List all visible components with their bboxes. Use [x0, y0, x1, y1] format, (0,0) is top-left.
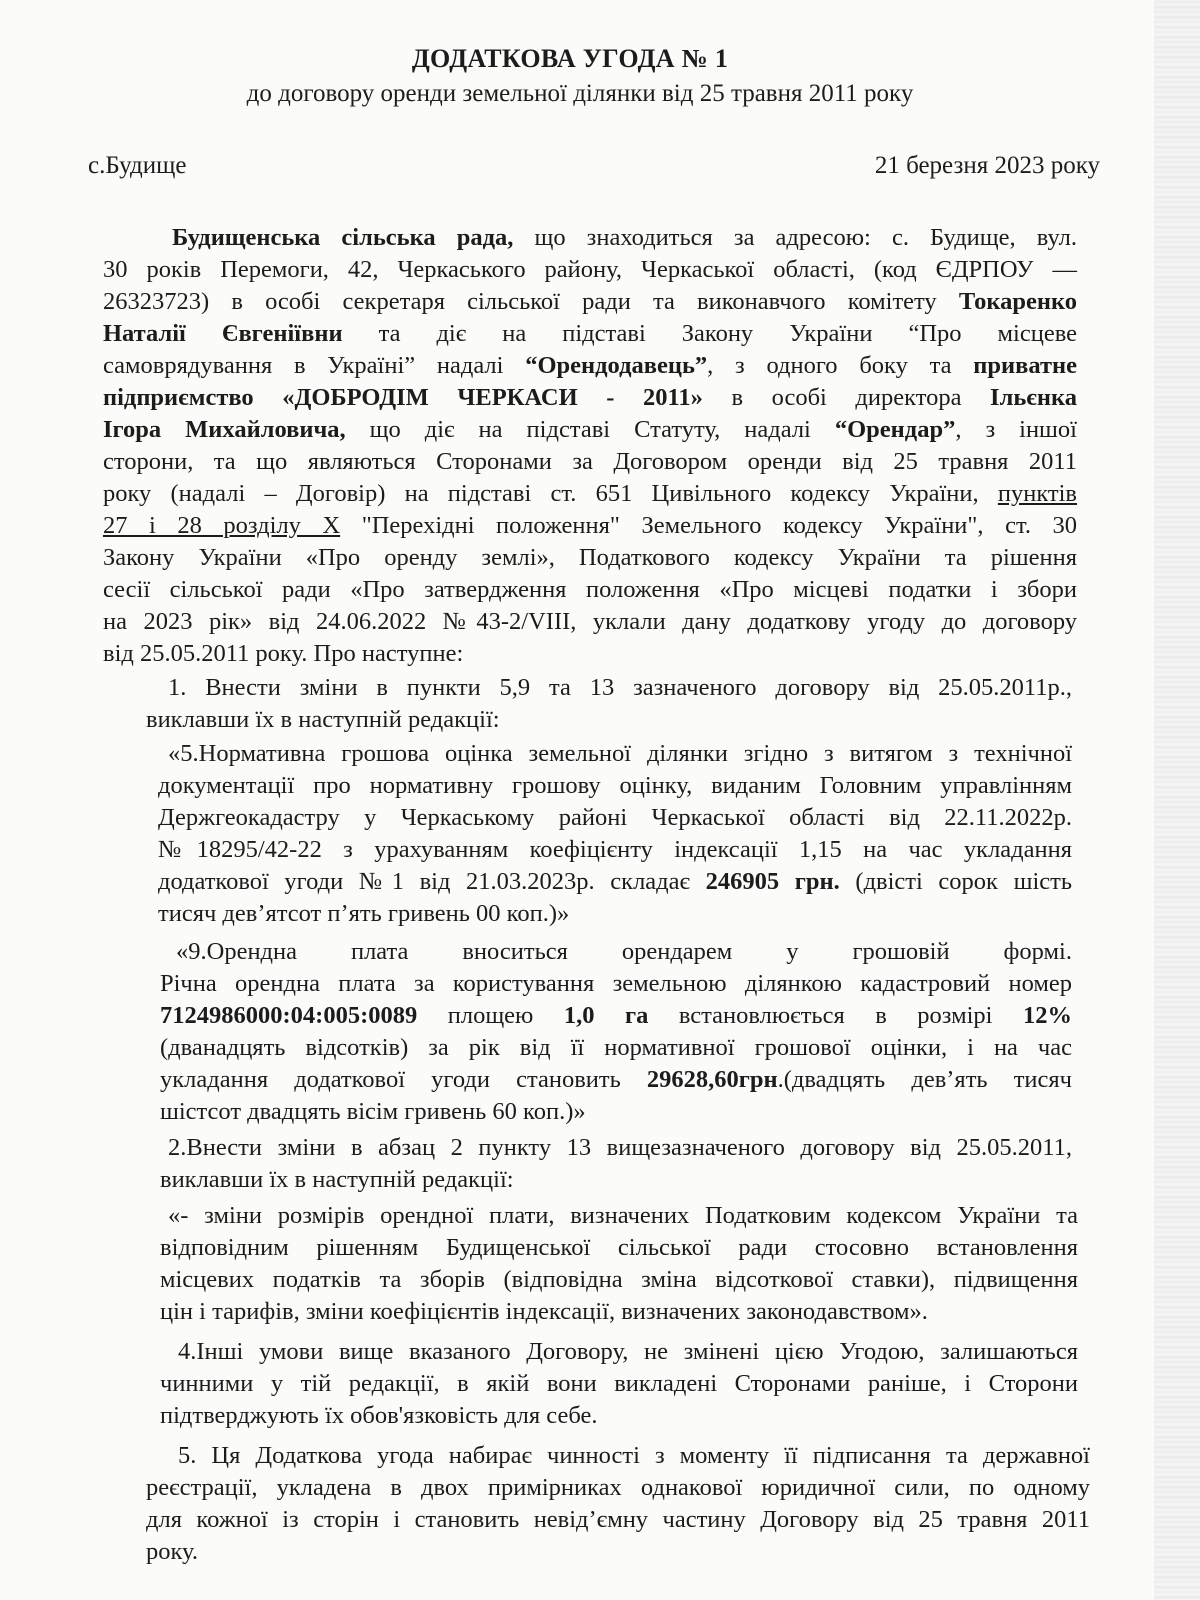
text-span: що діє на підставі Статуту, надалі — [345, 416, 835, 443]
item-5-line: року. — [146, 1538, 198, 1565]
valuation-amount: 246905 грн. — [705, 868, 840, 895]
clause-5-line: тисяч дев’ятсот п’ять гривень 00 коп.)» — [158, 900, 570, 927]
clause-9-line — [160, 1064, 1072, 1096]
director-surname: Ільєнка — [990, 384, 1077, 411]
item-2-quote-line: відповідним рішенням Будищенської сільської ради стосовно встановлення — [160, 1234, 1078, 1261]
clause-9-line — [160, 1000, 1072, 1032]
text-span: , з іншої — [955, 416, 1077, 443]
rent-percent: 12% — [1023, 1002, 1072, 1029]
preamble-line — [103, 318, 1077, 350]
item-1-line: 1. Внести зміни в пункти 5,9 та 13 зазначеного договору від 25.05.2011р., — [168, 674, 1072, 701]
preamble-line — [103, 286, 1077, 318]
plot-area: 1,0 га — [563, 1002, 649, 1029]
preamble-line: Закону України «Про оренду землі», Податкового кодексу України та рішення — [103, 544, 1077, 571]
clause-9-line: «9.Орендна плата вноситься орендарем у грошовій формі. — [176, 938, 1072, 965]
cadastral-number: 7124986000:04:005:0089 — [160, 1002, 418, 1029]
preamble-line: сесії сільської ради «Про затвердження положення «Про місцеві податки і збори — [103, 576, 1077, 603]
text-span: встановлюється в розмірі — [648, 1002, 1023, 1029]
rent-amount: 29628,60грн — [646, 1066, 778, 1093]
text-span: року (надалі – Договір) на підставі ст. 651 Цивільного кодексу України, — [103, 480, 998, 507]
text-span: що знаходиться за адресою: с. Будище, вул. — [513, 224, 1078, 251]
document-title: ДОДАТКОВА УГОДА № 1 — [411, 44, 729, 73]
item-5-line: реєстрації, укладена в двох примірниках однакової юридичної сили, по одному — [146, 1474, 1090, 1501]
clause-5-line: Держгеокадастру у Черкаському районі Черкаської області від 22.11.2022р. — [158, 804, 1072, 831]
preamble-line: від 25.05.2011 року. Про наступне: — [103, 640, 464, 667]
document-subtitle: до договору оренди земельної ділянки від 25 травня 2011 року — [246, 80, 914, 107]
scan-edge-artifact — [1154, 0, 1200, 1600]
clause-9-line: шістсот двадцять вісім гривень 60 коп.)» — [160, 1098, 586, 1125]
clause-9-line: Річна орендна плата за користування земельною ділянкою кадастровий номер — [160, 970, 1072, 997]
preamble-line — [103, 510, 1077, 542]
text-span: в особі директора — [702, 384, 991, 411]
text-span: (двісті сорок шість — [839, 868, 1073, 895]
secretary-name: Наталії Євгеніївни — [103, 320, 343, 347]
item-5-line: 5. Ця Додаткова угода набирає чинності з моменту її підписання та державної — [178, 1442, 1090, 1469]
document-place: с.Будище — [88, 152, 187, 179]
preamble-line — [103, 350, 1077, 382]
text-span: та діє на підставі Закону України “Про місцеве — [342, 320, 1077, 347]
company-type: приватне — [973, 352, 1077, 379]
preamble-line — [103, 478, 1077, 510]
lessee-label: “Орендар” — [834, 416, 956, 443]
lessor-label: “Орендодавець” — [525, 352, 708, 379]
clause-5-line: №18295/42-22 з урахуванням коефіцієнту індексації 1,15 на час укладання — [158, 836, 1072, 863]
item-2-quote-line: «- зміни розмірів орендної плати, визначених Податковим кодексом України та — [168, 1202, 1078, 1229]
preamble-line: сторони, та що являються Сторонами за Договором оренди від 25 травня 2011 — [103, 448, 1077, 475]
text-span: .(двадцять дев’ять тисяч — [777, 1066, 1072, 1093]
clause-9-line: (дванадцять відсотків) за рік від її нормативної грошової оцінки, і на час — [160, 1034, 1072, 1061]
document-date: 21 березня 2023 року — [874, 152, 1100, 179]
underlined-reference: 27 і 28 розділу Х — [103, 512, 341, 539]
item-5-line: для кожної із сторін і становить невід’ємну частину Договору від 25 травня 2011 — [146, 1506, 1090, 1533]
preamble-line: на 2023 рік» від 24.06.2022 №43-2/VIII, уклали дану додаткову угоду до договору — [103, 608, 1077, 635]
preamble-line — [103, 382, 1077, 414]
secretary-surname: Токаренко — [958, 288, 1077, 315]
text-span: "Перехідні положення" Земельного кодексу України", ст. 30 — [340, 512, 1077, 539]
preamble-line: 30 років Перемоги, 42, Черкаського району, Черкаської області, (код ЄДРПОУ — — [103, 256, 1077, 283]
text-span: , з одного боку та — [707, 352, 974, 379]
item-4-line: чинними у тій редакції, в якій вони викладені Сторонами раніше, і Сторони — [160, 1370, 1078, 1397]
company-name: підприємство «ДОБРОДІМ ЧЕРКАСИ - 2011» — [103, 384, 703, 411]
item-2-line: 2.Внести зміни в абзац 2 пункту 13 вищезазначеного договору від 25.05.2011, — [168, 1134, 1072, 1161]
clause-5-line: документації про нормативну грошову оцінку, виданим Головним управлінням — [158, 772, 1072, 799]
clause-5-line — [158, 866, 1072, 898]
underlined-reference: пунктів — [997, 480, 1077, 507]
item-4-line: підтверджують їх обов'язковість для себе. — [160, 1402, 598, 1429]
text-span: 26323723) в особі секретаря сільської ради та виконавчого комітету — [103, 288, 959, 315]
preamble-line — [103, 414, 1077, 446]
item-2-quote-line: цін і тарифів, зміни коефіцієнтів індексації, визначених законодавством». — [160, 1298, 928, 1325]
party-lessor-name: Будищенська сільська рада, — [172, 224, 514, 251]
text-span: укладання додаткової угоди становить — [160, 1066, 647, 1093]
item-4-line: 4.Інші умови вище вказаного Договору, не змінені цією Угодою, залишаються — [178, 1338, 1078, 1365]
item-2-line: виклавши їх в наступній редакції: — [160, 1166, 514, 1193]
clause-5-line: «5.Нормативна грошова оцінка земельної ділянки згідно з витягом з технічної — [168, 740, 1072, 767]
item-1-line: виклавши їх в наступній редакції: — [146, 706, 500, 733]
item-2-quote-line: місцевих податків та зборів (відповідна зміна відсоткової ставки), підвищення — [160, 1266, 1078, 1293]
preamble-line — [172, 222, 1077, 254]
text-span: площею — [417, 1002, 564, 1029]
text-span: самоврядування в Україні” надалі — [103, 352, 526, 379]
director-name: Ігора Михайловича, — [103, 416, 346, 443]
text-span: додаткової угоди №1 від 21.03.2023р. складає — [158, 868, 706, 895]
